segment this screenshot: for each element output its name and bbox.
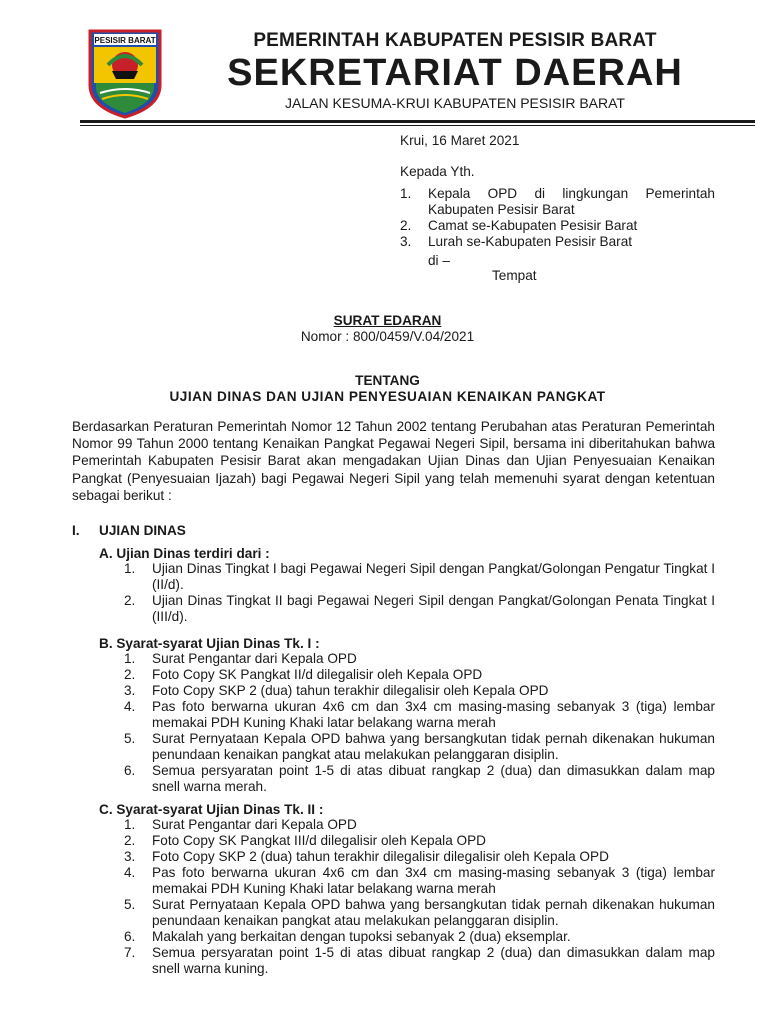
list-item: 7. Semua persyaratan point 1-5 di atas dibuat rangkap 2 (dua) dan dimasukkan dalam map snell warna kuning. — [124, 945, 715, 976]
list-item: 2. Foto Copy SK Pangkat III/d dilegalisir oleh Kepala OPD — [124, 833, 486, 848]
letterhead-office-name: SEKRETARIAT DAERAH — [227, 52, 683, 94]
list-item: 4. Pas foto berwarna ukuran 4x6 cm dan 3x4 cm masing-masing sebanyak 3 (tiga) lembar memakai PDH Kuning Khaki latar belakang warna merah — [124, 699, 715, 730]
regency-emblem-logo — [86, 27, 164, 119]
subsection-b-list — [124, 651, 715, 795]
list-item: 6. Makalah yang berkaitan dengan tupoksi sebanyak 2 (dua) eksemplar. — [124, 929, 571, 944]
subsection-c-heading: C. Syarat-syarat Ujian Dinas Tk. II : — [99, 802, 324, 817]
list-item: 1. Surat Pengantar dari Kepala OPD — [124, 817, 357, 832]
tentang-label: TENTANG — [355, 373, 420, 388]
intro-paragraph: Berdasarkan Peraturan Pemerintah Nomor 12 Tahun 2002 tentang Perubahan atas Peraturan Pemerintah Nomor 99 Tahun 2000 tentang Kenaikan Pangkat Pegawai Negeri Sipil, bersama ini diberitahukan bahwa Pemerintah Kabupaten Pesisir Barat akan mengadakan Ujian Dinas dan Ujian Penyesuaian Kenaikan Pangkat (Penyesuaian Ijazah) bagi Pegawai Negeri Sipil yang telah memenuhi syarat dengan ketentuan sebagai berikut : — [72, 419, 715, 503]
subsection-c-list — [124, 817, 715, 977]
recipient-di: di – — [428, 253, 450, 268]
subsection-a-list — [124, 561, 715, 625]
recipient-item: 2. Camat se-Kabupaten Pesisir Barat — [400, 218, 638, 233]
document-subject: UJIAN DINAS DAN UJIAN PENYESUAIAN KENAIKAN PANGKAT — [169, 389, 606, 404]
list-item: 2. Foto Copy SK Pangkat II/d dilegalisir oleh Kepala OPD — [124, 667, 483, 682]
document-number: Nomor : 800/0459/V.04/2021 — [300, 329, 475, 344]
recipient-item: 3. Lurah se-Kabupaten Pesisir Barat — [400, 234, 633, 249]
recipient-item: 1. Kepala OPD di lingkungan Pemerintah Kabupaten Pesisir Barat — [400, 186, 715, 217]
recipient-intro: Kepada Yth. — [400, 164, 475, 179]
list-item: 4. Pas foto berwarna ukuran 4x6 cm dan 3x4 cm masing-masing sebanyak 3 (tiga) lembar memakai PDH Kuning Khaki latar belakang warna merah — [124, 865, 715, 896]
section-heading: I. UJIAN DINAS — [72, 523, 186, 538]
letterhead-divider-thin — [80, 125, 755, 126]
list-item: 2. Ujian Dinas Tingkat II bagi Pegawai Negeri Sipil dengan Pangkat/Golongan Penata Tingkat I (III/d). — [124, 593, 715, 624]
document-heading: SURAT EDARAN — [333, 313, 442, 328]
list-item: 6. Semua persyaratan point 1-5 di atas dibuat rangkap 2 (dua) dan dimasukkan dalam map snell warna merah. — [124, 763, 715, 794]
logo-text: PESISIR BARAT — [94, 36, 156, 45]
subsection-b-heading: B. Syarat-syarat Ujian Dinas Tk. I : — [99, 636, 320, 651]
list-item: 1. Ujian Dinas Tingkat I bagi Pegawai Negeri Sipil dengan Pangkat/Golongan Pengatur Tingkat I (II/d). — [124, 561, 715, 592]
list-item: 1. Surat Pengantar dari Kepala OPD — [124, 651, 357, 666]
recipient-list — [400, 186, 715, 250]
list-item: 5. Surat Pernyataan Kepala OPD bahwa yang bersangkutan tidak pernah dikenakan hukuman penundaan kenaikan pangkat atau melakukan pelanggaran disiplin. — [124, 897, 715, 928]
subsection-a-heading: A. Ujian Dinas terdiri dari : — [99, 546, 270, 561]
letterhead-divider-thick — [80, 120, 755, 123]
list-item: 3. Foto Copy SKP 2 (dua) tahun terakhir dilegalisir oleh Kepala OPD — [124, 683, 549, 698]
letterhead-address: JALAN KESUMA-KRUI KABUPATEN PESISIR BARAT — [285, 95, 625, 111]
list-item: 5. Surat Pernyataan Kepala OPD bahwa yang bersangkutan tidak pernah dikenakan hukuman penundaan kenaikan pangkat atau melakukan pelanggaran disiplin. — [124, 731, 715, 762]
letter-date: Krui, 16 Maret 2021 — [400, 133, 520, 148]
recipient-place: Tempat — [492, 268, 537, 283]
letterhead-government-name: PEMERINTAH KABUPATEN PESISIR BARAT — [253, 30, 657, 51]
list-item: 3. Foto Copy SKP 2 (dua) tahun terakhir dilegalisir dilegalisir oleh Kepala OPD — [124, 849, 609, 864]
